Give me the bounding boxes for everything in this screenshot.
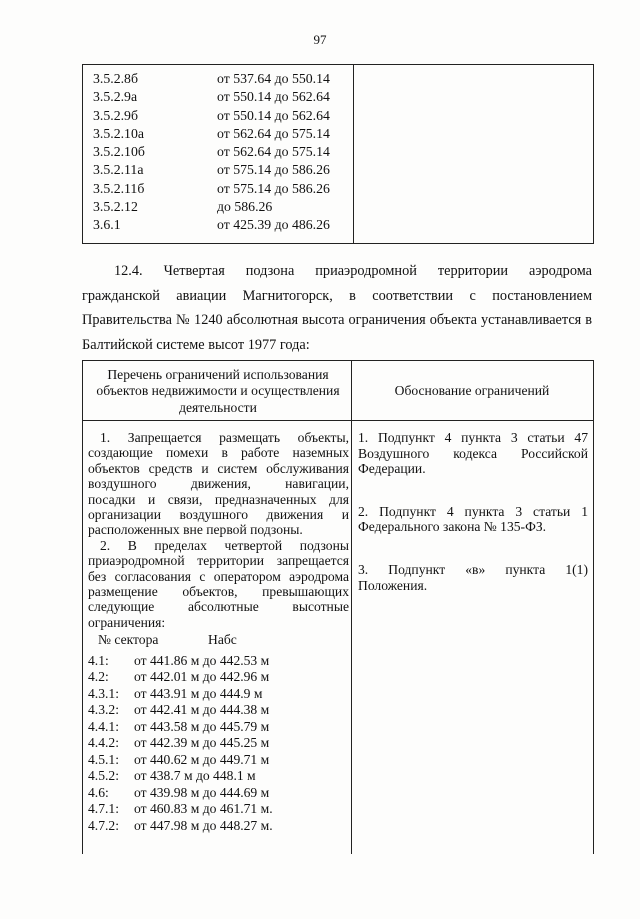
text-line: Федерации. (358, 461, 426, 477)
text-line: организации воздушного движения и (88, 507, 349, 523)
height-range: от 442.39 м до 445.25 м (134, 735, 270, 751)
list-item (88, 801, 349, 818)
list-item (88, 785, 349, 802)
sector-code: 4.4.2: (88, 735, 119, 751)
sector-column-header (88, 632, 349, 647)
list-item (88, 768, 349, 785)
table-row (93, 143, 330, 161)
height-range: от 439.98 м до 444.69 м (134, 784, 270, 800)
height-range: от 425.39 до 486.26 (217, 217, 330, 233)
height-range: от 447.98 м до 448.27 м. (134, 817, 273, 833)
table-row (93, 161, 330, 179)
text-line: расположенных вне первой подзоны. (88, 522, 303, 538)
text-line: 1. Подпункт 4 пункта 3 статьи 47 (358, 430, 588, 445)
sector-code: 3.5.2.9б (93, 107, 138, 123)
justification-cell (358, 430, 588, 593)
text-line: Воздушного кодекса Российской (358, 445, 588, 461)
sector-code: 3.5.2.11б (93, 180, 145, 196)
text-line: Положения. (358, 577, 428, 593)
sector-code: 4.7.1: (88, 801, 119, 817)
height-range: от 460.83 м до 461.71 м. (134, 801, 273, 817)
page-number: 97 (313, 32, 327, 47)
sector-code: 3.5.2.12 (93, 199, 138, 215)
header-divider (83, 420, 593, 421)
header-justification: Обоснование ограничений (394, 383, 550, 398)
table-row (93, 198, 330, 216)
height-range: от 443.58 м до 445.79 м (134, 718, 270, 734)
sector-code: 4.3.2: (88, 702, 119, 718)
text-line: создающие помехи в работе наземных (88, 445, 349, 461)
text-line: 2. В пределах четвертой подзоны (100, 537, 349, 553)
height-range: от 537.64 до 550.14 (217, 71, 330, 86)
text-line: посадки и связи, предназначенных для (88, 491, 349, 507)
table-row (93, 180, 330, 198)
text-line: 1. Запрещается размещать объекты, (100, 430, 349, 445)
height-range: от 550.14 до 562.64 (217, 107, 330, 123)
list-item (88, 669, 349, 686)
column-divider (351, 361, 352, 854)
text-line: Федерального закона № 135-ФЗ. (358, 519, 547, 535)
sector-code: 4.6: (88, 784, 109, 800)
justification-item-2 (358, 504, 588, 535)
text-line: объектов средств и систем обслуживания (88, 460, 349, 476)
column-divider (353, 65, 354, 243)
table-row (93, 216, 330, 234)
sector-list (88, 653, 349, 835)
list-item (88, 752, 349, 769)
list-item (88, 818, 349, 835)
sector-code: 3.5.2.10б (93, 144, 145, 160)
restrictions-cell (88, 430, 349, 834)
height-range: от 438.7 м до 448.1 м (134, 768, 256, 784)
list-item (88, 735, 349, 752)
sector-code: 3.5.2.8б (93, 71, 138, 86)
altitude-table-continuation (82, 64, 594, 244)
list-item (88, 653, 349, 670)
text-line: 2. Подпункт 4 пункта 3 статьи 1 (358, 503, 588, 519)
text-line: 3. Подпункт «в» пункта 1(1) (358, 561, 588, 577)
height-range: от 442.41 м до 444.38 м (134, 702, 270, 718)
sector-code: 4.5.2: (88, 768, 119, 784)
section-paragraph-12-4 (82, 259, 592, 357)
restriction-item-2 (88, 538, 349, 630)
text-line: без согласования с оператором аэродрома (88, 568, 349, 584)
justification-item-1 (358, 430, 588, 477)
habs-label: Набс (208, 632, 237, 648)
sector-code: 3.6.1 (93, 217, 121, 233)
table-row (93, 88, 330, 106)
height-range: до 586.26 (217, 199, 273, 215)
sector-code: 4.4.1: (88, 718, 119, 734)
sector-code: 4.5.1: (88, 751, 119, 767)
table-row (93, 70, 330, 88)
sector-code: 3.5.2.9а (93, 89, 138, 105)
header-restrictions: Перечень ограничений использования объектов недвижимости и осуществления деятельности (96, 367, 340, 415)
height-range: от 441.86 м до 442.53 м (134, 652, 270, 668)
table-row (93, 125, 330, 143)
list-item (88, 719, 349, 736)
text-line: размещение объектов, превышающих (88, 584, 349, 600)
text-line: приаэродромной территории запрещается (88, 553, 349, 569)
height-range: от 440.62 м до 449.71 м (134, 751, 270, 767)
height-range: от 575.14 до 586.26 (217, 180, 330, 196)
sector-code: 4.2: (88, 669, 109, 685)
sector-number-label: № сектора (98, 632, 159, 648)
sector-code: 3.5.2.11а (93, 162, 144, 178)
list-item (88, 686, 349, 703)
text-line: ограничения: (88, 614, 166, 630)
text-line: воздушного движения, навигации, (88, 476, 349, 492)
sector-code: 4.3.1: (88, 685, 119, 701)
height-range: от 442.01 м до 442.96 м (134, 669, 270, 685)
height-range: от 562.64 до 575.14 (217, 125, 330, 141)
sector-code: 4.7.2: (88, 817, 119, 833)
sector-code: 3.5.2.10а (93, 125, 144, 141)
justification-item-3 (358, 562, 588, 593)
sector-code: 4.1: (88, 652, 109, 668)
paragraph-line: Правительства № 1240 абсолютная высота ограничения объекта устанавливается в (82, 312, 592, 328)
sector-rows (93, 70, 330, 235)
height-range: от 575.14 до 586.26 (217, 162, 330, 178)
paragraph-line: гражданской авиации Магнитогорск, в соответствии с постановлением (82, 287, 592, 304)
restrictions-table (82, 360, 594, 854)
text-line: следующие абсолютные высотные (88, 599, 349, 615)
table-row (93, 107, 330, 125)
height-range: от 550.14 до 562.64 (217, 89, 330, 105)
paragraph-line: 12.4. Четвертая подзона приаэродромной территории аэродрома (114, 263, 592, 279)
paragraph-line: Балтийской системе высот 1977 года: (82, 336, 310, 353)
height-range: от 443.91 м до 444.9 м (134, 685, 263, 701)
list-item (88, 702, 349, 719)
restriction-item-1 (88, 430, 349, 538)
height-range: от 562.64 до 575.14 (217, 144, 330, 160)
